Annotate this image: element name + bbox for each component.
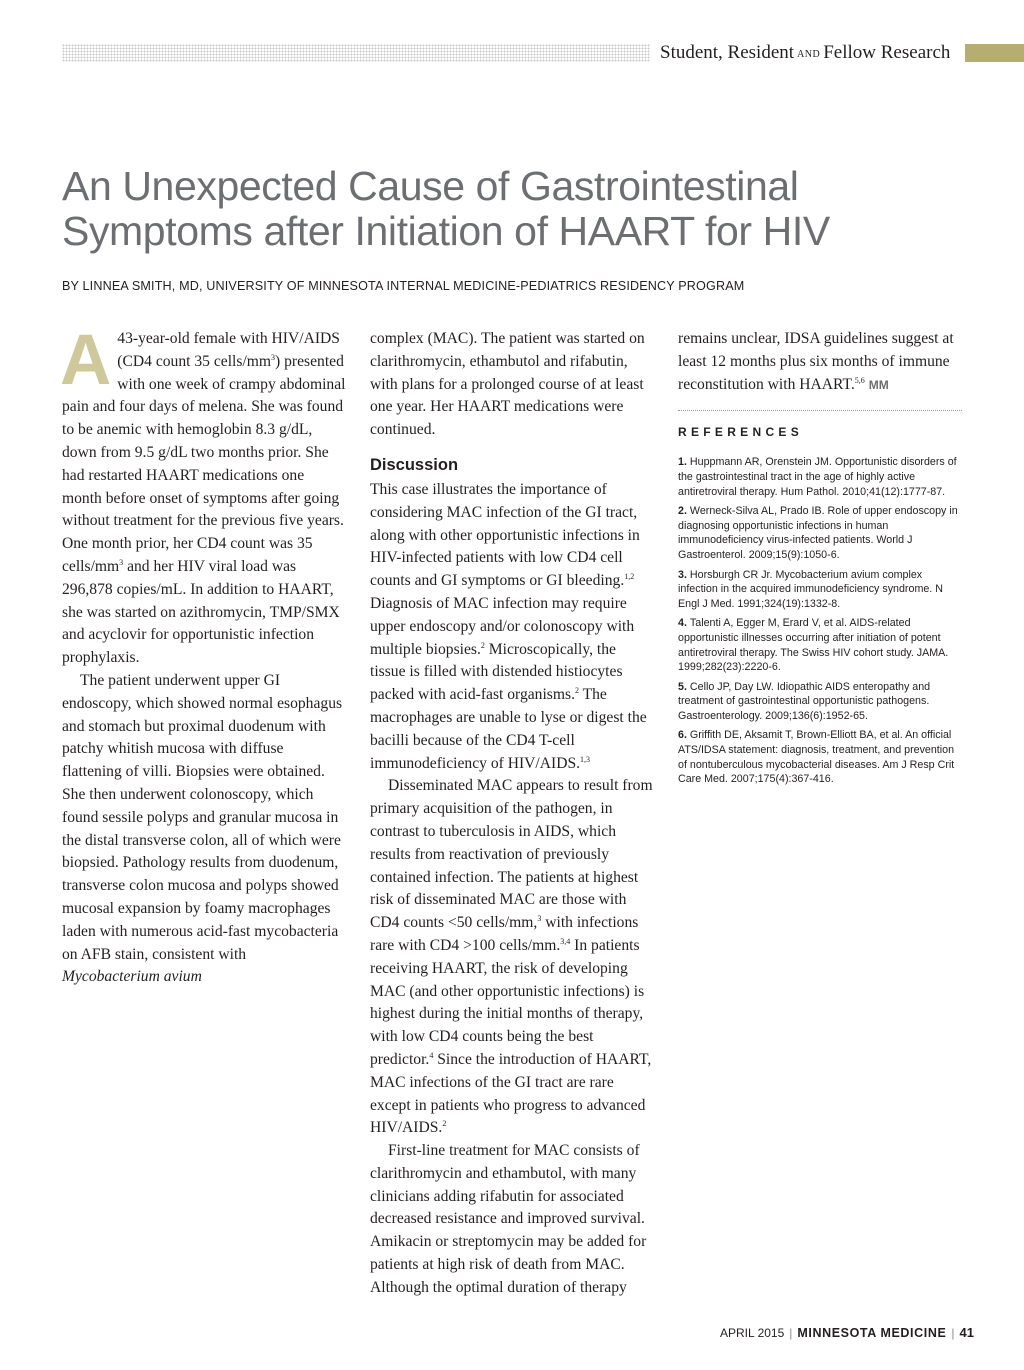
reference-text: Werneck-Silva AL, Prado IB. Role of upper endoscopy in diagnosing opportunistic infections in human immunodeficiency virus-infected patients. World J Gastroenterol. 2009;15(9):1050-6. bbox=[678, 505, 958, 561]
reference-number: 4. bbox=[678, 617, 687, 630]
reference-item bbox=[678, 680, 962, 724]
column-1 bbox=[60, 321, 346, 989]
footer-separator: | bbox=[951, 1326, 955, 1340]
section-label-part1: Student, Resident bbox=[660, 42, 795, 63]
footnote-sup: 5,6 bbox=[854, 375, 865, 385]
reference-number: 2. bbox=[678, 505, 687, 518]
discussion-paragraph-2 bbox=[370, 775, 654, 1140]
case-paragraph-2-continued: complex (MAC). The patient was started on clarithromycin, ethambutol and rifabutin, with plans for a prolonged course of at least one year. Her HAART medications were continued. bbox=[370, 330, 645, 439]
text-span: The patient underwent upper GI endoscopy, which showed normal esophagus and stomach but proximal duodenum with patchy whitish mucosa with diffuse flattening of villi. Biopsies were obtained. She then underwent colonoscopy, which found sessile polyps and granular mucosa in the distal transverse colon, all of which were biopsied. Pathology results from duodenum, transverse colon mucosa and polyps showed mucosal expansion by foamy macrophages laden with numerous acid-fast mycobacteria on AFB stain, consistent with bbox=[62, 671, 343, 963]
italic-organism-name: Mycobacterium avium bbox=[62, 968, 202, 986]
page-number: 41 bbox=[959, 1325, 974, 1340]
text-span: Since the introduction of HAART, MAC infections of the GI tract are rare except in patients who progress to advanced HIV/AIDS. bbox=[370, 1050, 652, 1137]
header-dot-pattern bbox=[62, 44, 650, 62]
reference-number: 1. bbox=[678, 456, 687, 469]
footnote-sup: 3,4 bbox=[560, 936, 571, 946]
discussion-paragraph-3 bbox=[370, 1140, 654, 1300]
text-span: Disseminated MAC appears to result from primary acquisition of the pathogen, in contrast to tuberculosis in AIDS, which results from reactivation of previously contained infection. The patients at highest risk of disseminated MAC are those with CD4 counts <50 cells/mm, bbox=[370, 777, 653, 932]
text-span: Microscopically, the tissue is filled with distended histiocytes packed with acid-fast organisms. bbox=[370, 640, 623, 704]
issue-date: APRIL 2015 bbox=[720, 1326, 785, 1340]
text-span: First-line treatment for MAC consists of clarithromycin and ethambutol, with many clinicians adding rifabutin for associated decreased resistance and improved survival. Amikacin or streptomycin may be added for patients at high risk of death from MAC. Although the optimal duration of therapy bbox=[370, 1142, 647, 1296]
reference-text: Huppmann AR, Orenstein JM. Opportunistic disorders of the gastrointestinal tract in the age of highly active antiretroviral therapy. Hum Pathol. 2010;41(12):1777-87. bbox=[678, 456, 957, 498]
footer-separator: | bbox=[789, 1326, 793, 1340]
text-span: Diagnosis of MAC infection may require upper endoscopy and/or colonoscopy with multiple biopsies. bbox=[370, 594, 635, 658]
reference-number: 6. bbox=[678, 729, 687, 742]
footnote-sup: 2 bbox=[480, 640, 485, 650]
discussion-paragraph-3-continued bbox=[678, 328, 962, 396]
text-span: The macrophages are unable to lyse or digest the bacilli because of the CD4 T-cell immunodeficiency of HIV/AIDS. bbox=[370, 686, 647, 772]
section-label bbox=[660, 40, 950, 66]
footnote-sup: 2 bbox=[574, 686, 579, 696]
footnote-sup: 3 bbox=[119, 557, 124, 567]
text-span: In patients receiving HAART, the risk of developing MAC (and other opportunistic infections) is highest during the initial months of therapy, with low CD4 counts being the best predictor. bbox=[370, 936, 645, 1068]
section-label-and: AND bbox=[797, 49, 821, 60]
column-2 bbox=[370, 328, 654, 1300]
end-of-article-mark: MM bbox=[868, 377, 889, 392]
case-paragraph-2 bbox=[62, 670, 346, 989]
reference-number: 5. bbox=[678, 680, 687, 693]
text-span: This case illustrates the importance of considering MAC infection of the GI tract, along with other opportunistic infections in HIV-infected patients with low CD4 cell counts and GI symptoms or GI bleeding. bbox=[370, 480, 640, 590]
text-span: 43-year-old female with HIV/AIDS (CD4 count 35 cells/mm bbox=[117, 330, 340, 370]
footnote-sup: 1,2 bbox=[624, 572, 635, 582]
reference-item bbox=[678, 616, 962, 674]
reference-item bbox=[678, 728, 962, 786]
article-title: An Unexpected Cause of Gastrointestinal Symptoms after Initiation of HAART for HIV bbox=[62, 163, 830, 254]
case-paragraph-1 bbox=[60, 321, 346, 670]
reference-text: Talenti A, Egger M, Erard V, et al. AIDS-related opportunistic illnesses occurring after initiation of potent antiretroviral therapy. The Swiss HIV cohort study. JAMA. 1999;282(23):2220-6. bbox=[678, 617, 949, 674]
magazine-name: MINNESOTA MEDICINE bbox=[797, 1326, 947, 1340]
footnote-sup: 4 bbox=[429, 1050, 434, 1060]
header-accent-bar bbox=[965, 44, 1024, 62]
references-divider bbox=[678, 410, 962, 411]
column-3 bbox=[678, 328, 962, 792]
text-span: with infections rare with CD4 >100 cells/mm. bbox=[370, 914, 639, 954]
article-byline: BY LINNEA SMITH, MD, UNIVERSITY OF MINNESOTA INTERNAL MEDICINE-PEDIATRICS RESIDENCY PROGRAM bbox=[62, 279, 745, 293]
reference-text: Horsburgh CR Jr. Mycobacterium avium complex infection in the acquired immunodeficiency syndrome. N Engl J Med. 1991;324(19):1332-8. bbox=[678, 568, 943, 610]
text-span: remains unclear, IDSA guidelines suggest at least 12 months plus six months of immune reconstitution with HAART. bbox=[678, 330, 954, 393]
footnote-sup: 2 bbox=[442, 1119, 447, 1129]
references-list bbox=[678, 455, 962, 786]
reference-item bbox=[678, 568, 962, 612]
reference-text: Griffith DE, Aksamit T, Brown-Elliott BA, et al. An official ATS/IDSA statement: diagnosis, treatment, and prevention of nontuberculous mycobacterial diseases. Am J Resp Crit Care Med. 2007;175(4):367-416. bbox=[678, 729, 955, 786]
footnote-sup: 1,3 bbox=[580, 754, 591, 764]
reference-item bbox=[678, 455, 962, 499]
footnote-sup: 3 bbox=[271, 352, 276, 362]
reference-item bbox=[678, 504, 962, 562]
page-footer bbox=[720, 1323, 974, 1343]
reference-number: 3. bbox=[678, 568, 687, 581]
reference-text: Cello JP, Day LW. Idiopathic AIDS enteropathy and treatment of gastrointestinal opportunistic pathogens. Gastroenterology. 2009;136(6):1952-65. bbox=[678, 680, 931, 722]
discussion-heading: Discussion bbox=[370, 455, 459, 474]
text-span: and her HIV viral load was 296,878 copies/mL. In addition to HAART, she was started on azithromycin, TMP/SMX and acyclovir for opportunistic infection prophylaxis. bbox=[62, 557, 340, 667]
text-span: ) presented with one week of crampy abdominal pain and four days of melena. She was found to be anemic with hemoglobin 8.3 g/dL, down from 9.5 g/dL two months prior. She had restarted HAART medications one month before onset of symptoms after going without treatment for the previous five years. One month prior, her CD4 count was 35 cells/mm bbox=[62, 352, 346, 575]
references-heading: REFERENCES bbox=[678, 425, 804, 440]
section-label-part2: Fellow Research bbox=[823, 42, 951, 63]
discussion-paragraph-1 bbox=[370, 479, 654, 775]
drop-cap: A bbox=[60, 321, 112, 400]
footnote-sup: 3 bbox=[537, 914, 542, 924]
